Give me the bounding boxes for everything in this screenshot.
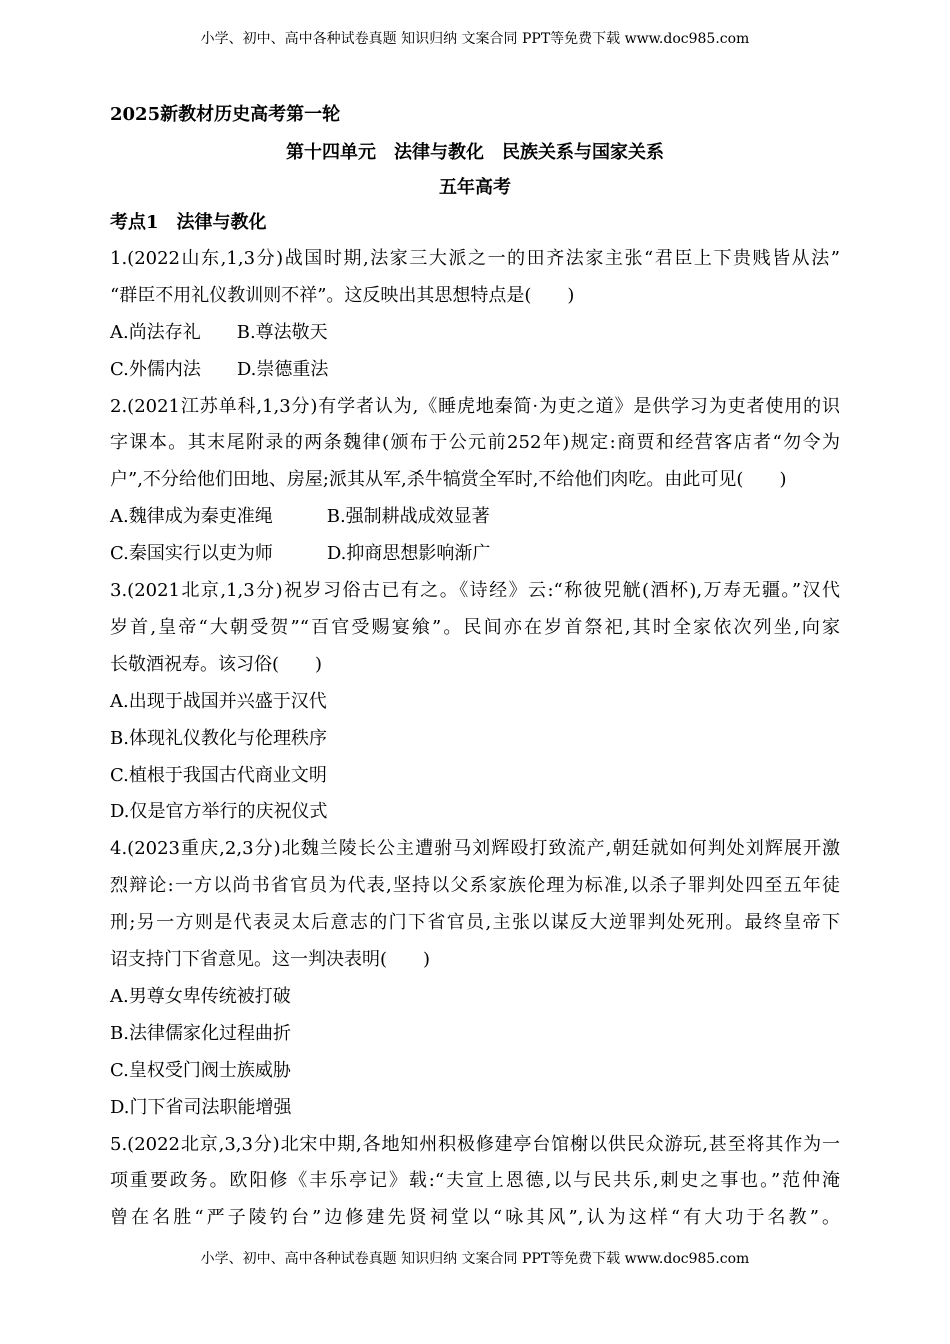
question-2-stem-line: 字课本。其末尾附录的两条魏律(颁布于公元前252年)规定:商贾和经营客店者“勿令为 <box>110 432 840 453</box>
question-4-stem-line: 诏支持门下省意见。这一判决表明( ) <box>110 949 431 970</box>
question-1-option: C.外儒内法 D.崇德重法 <box>110 359 329 380</box>
doc-title: 2025新教材历史高考第一轮 <box>110 104 341 125</box>
question-3-stem-line: 岁首,皇帝“大朝受贺”“百官受赐宴飨”。民间亦在岁首祭祀,其时全家依次列坐,向家 <box>110 617 840 638</box>
question-4-option: C.皇权受门阀士族威胁 <box>110 1060 291 1081</box>
question-4-option: A.男尊女卑传统被打破 <box>110 986 291 1007</box>
question-1-option: A.尚法存礼 B.尊法敬天 <box>110 322 328 343</box>
question-3-option: D.仅是官方举行的庆祝仪式 <box>110 801 328 822</box>
question-4-stem-line: 烈辩论:一方以尚书省官员为代表,坚持以父系家族伦理为标准,以杀子罪判处四至五年徒 <box>110 875 840 896</box>
question-5-stem-line: 项重要政务。欧阳修《丰乐亭记》载:“夫宣上恩德,以与民共乐,刺史之事也。”范仲淹 <box>110 1170 840 1191</box>
question-3-option: B.体现礼仪教化与伦理秩序 <box>110 728 327 749</box>
question-3-stem-line: 长敬酒祝寿。该习俗( ) <box>110 654 323 675</box>
question-4-stem-line: 4.(2023重庆,2,3分)北魏兰陵长公主遭驸马刘辉殴打致流产,朝廷就如何判处刘辉展开激 <box>110 838 840 859</box>
question-3-option: C.植根于我国古代商业文明 <box>110 765 327 786</box>
question-4-option: B.法律儒家化过程曲折 <box>110 1023 291 1044</box>
question-2-stem-line: 户”,不分给他们田地、房屋;派其从军,杀牛犒赏全军时,不给他们肉吃。由此可见( ) <box>110 469 787 490</box>
section-title: 五年高考 <box>439 177 511 198</box>
question-5-stem-line: 曾在名胜“严子陵钓台”边修建先贤祠堂以“咏其风”,认为这样“有大功于名教”。 <box>110 1207 840 1228</box>
page-header: 小学、初中、高中各种试卷真题 知识归纳 文案合同 PPT等免费下载 www.doc985.com <box>200 31 750 47</box>
question-2-stem-line: 2.(2021江苏单科,1,3分)有学者认为,《睡虎地秦简·为吏之道》是供学习为吏者使用的识 <box>110 396 840 417</box>
question-2-option: A.魏律成为秦吏准绳 B.强制耕战成效显著 <box>110 506 490 527</box>
question-1-stem-line: 1.(2022山东,1,3分)战国时期,法家三大派之一的田齐法家主张“君臣上下贵贱皆从法” <box>110 248 840 269</box>
question-4-option: D.门下省司法职能增强 <box>110 1097 292 1118</box>
page-footer: 小学、初中、高中各种试卷真题 知识归纳 文案合同 PPT等免费下载 www.doc985.com <box>200 1251 750 1267</box>
question-3-option: A.出现于战国并兴盛于汉代 <box>110 691 327 712</box>
topic-heading: 考点1 法律与教化 <box>110 212 267 233</box>
question-4-stem-line: 刑;另一方则是代表灵太后意志的门下省官员,主张以谋反大逆罪判处死刑。最终皇帝下 <box>110 912 840 933</box>
question-5-stem-line: 5.(2022北京,3,3分)北宋中期,各地知州积极修建亭台馆榭以供民众游玩,甚至将其作为一 <box>110 1134 840 1155</box>
unit-title: 第十四单元 法律与教化 民族关系与国家关系 <box>286 142 664 163</box>
question-2-option: C.秦国实行以吏为师 D.抑商思想影响渐广 <box>110 543 491 564</box>
question-3-stem-line: 3.(2021北京,1,3分)祝岁习俗古已有之。《诗经》云:“称彼兕觥(酒杯),万寿无疆。”汉代 <box>110 580 840 601</box>
question-1-stem-line: “群臣不用礼仪教训则不祥”。这反映出其思想特点是( ) <box>110 285 575 306</box>
